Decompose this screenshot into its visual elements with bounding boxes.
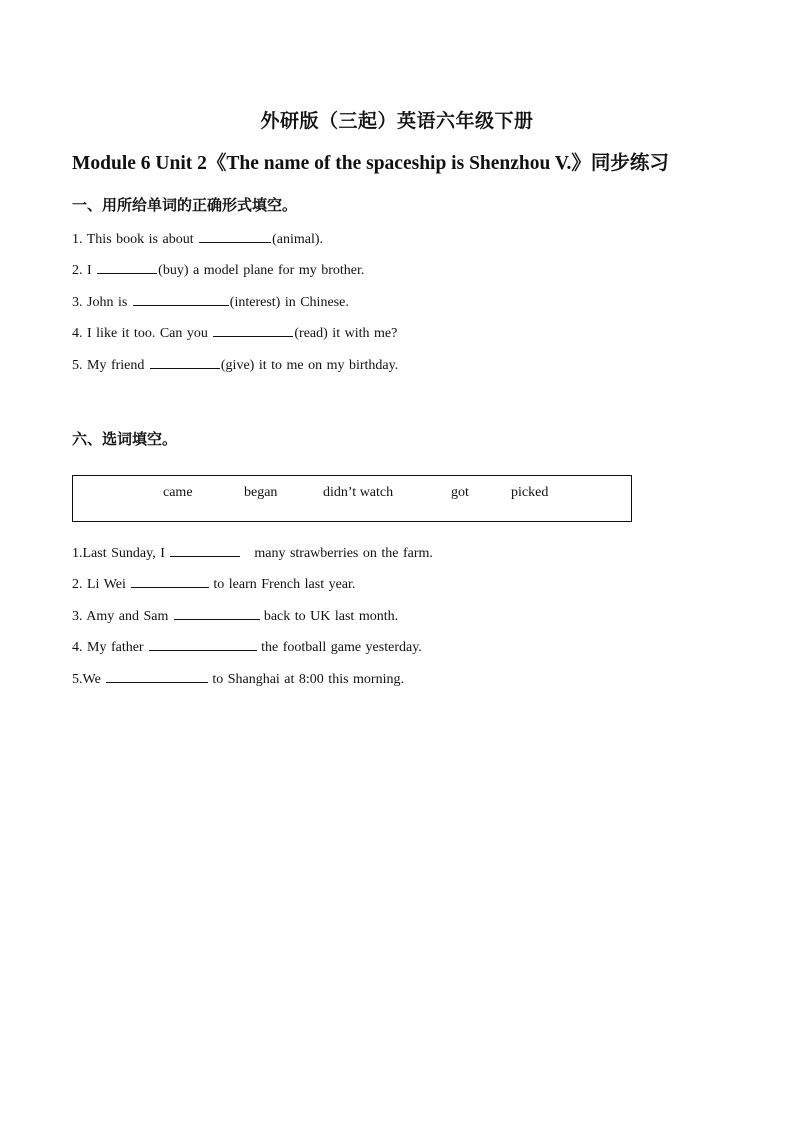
word-bank-item: picked xyxy=(511,485,549,500)
s1-question-2 xyxy=(72,261,364,279)
section1-heading: 一、用所给单词的正确形式填空。 xyxy=(72,198,298,214)
word-bank-item: began xyxy=(244,485,278,500)
s2-q4-after: the football game yesterday. xyxy=(261,640,422,655)
s2-question-5 xyxy=(72,670,404,688)
s1-q5-after: (give) it to me on my birthday. xyxy=(220,358,399,373)
s1-q1-before: 1. This book is about xyxy=(72,232,199,247)
answer-blank[interactable] xyxy=(106,670,208,683)
page-title-cn: 外研版（三起）英语六年级下册 xyxy=(260,111,534,132)
s1-q1-after: (animal). xyxy=(272,232,323,247)
s1-q5-before: 5. My friend xyxy=(72,358,149,373)
s1-question-5 xyxy=(72,356,398,374)
answer-blank[interactable] xyxy=(97,261,157,274)
s1-q2-after: (buy) a model plane for my brother. xyxy=(158,263,365,278)
s2-q1-after: many strawberries on the farm. xyxy=(254,546,433,561)
word-bank-item: got xyxy=(451,485,469,500)
word-bank-item: didn’t watch xyxy=(323,485,394,500)
s1-q4-before: 4. I like it too. Can you xyxy=(72,326,213,341)
answer-blank[interactable] xyxy=(199,230,271,243)
s2-q2-before: 2. Li Wei xyxy=(72,577,131,592)
s2-q3-after: back to UK last month. xyxy=(263,609,399,624)
s2-q4-before: 4. My father xyxy=(72,640,149,655)
answer-blank[interactable] xyxy=(133,293,229,306)
s2-question-4 xyxy=(72,638,422,656)
s1-q3-before: 3. John is xyxy=(72,295,132,310)
s2-question-3 xyxy=(72,607,398,625)
s1-q2-before: 2. I xyxy=(72,263,97,278)
section2-heading: 六、选词填空。 xyxy=(72,432,178,448)
word-bank-item: came xyxy=(163,485,193,500)
s1-question-4 xyxy=(72,324,397,342)
page-title-en: Module 6 Unit 2《The name of the spaceship is Shenzhou V.》同步练习 xyxy=(72,153,669,174)
s2-q3-before: 3. Amy and Sam xyxy=(72,609,173,624)
answer-blank[interactable] xyxy=(213,324,293,337)
answer-blank[interactable] xyxy=(131,575,209,588)
s1-question-1 xyxy=(72,230,323,248)
s2-q1-before: 1.Last Sunday, I xyxy=(72,546,170,561)
s2-q5-before: 5.We xyxy=(72,672,106,687)
answer-blank[interactable] xyxy=(150,356,220,369)
s2-question-1 xyxy=(72,544,433,562)
s2-question-2 xyxy=(72,575,355,593)
s1-q4-after: (read) it with me? xyxy=(294,326,398,341)
answer-blank[interactable] xyxy=(149,638,257,651)
word-bank-box xyxy=(72,475,632,522)
s1-question-3 xyxy=(72,293,349,311)
s2-q5-after: to Shanghai at 8:00 this morning. xyxy=(212,672,404,687)
answer-blank[interactable] xyxy=(170,544,240,557)
s1-q3-after: (interest) in Chinese. xyxy=(229,295,349,310)
answer-blank[interactable] xyxy=(174,607,260,620)
s2-q2-after: to learn French last year. xyxy=(213,577,356,592)
